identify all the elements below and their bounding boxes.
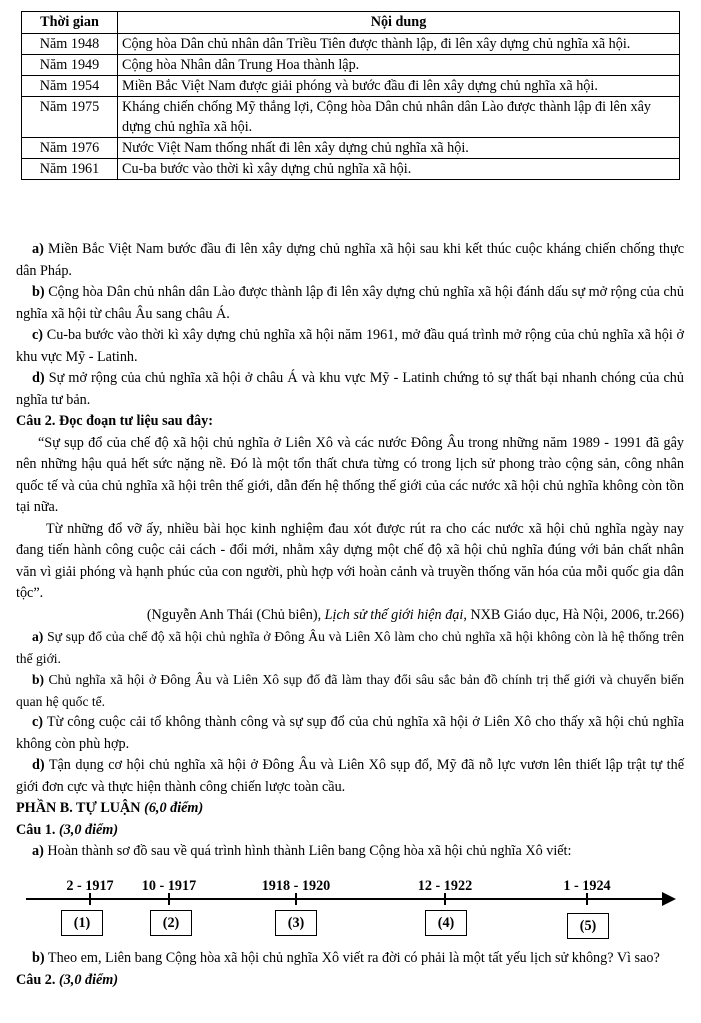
statement-a: a) Miền Bắc Việt Nam bước đầu đi lên xây dựng chủ nghĩa xã hội sau khi kết thúc cuộc kháng chiến chống thực dân Pháp. — [16, 241, 684, 279]
timeline-date: 1918 - 1920 — [261, 878, 331, 894]
part-b-question-1: Câu 1. (3,0 điểm) — [16, 821, 119, 838]
table-row — [22, 34, 680, 55]
statement-c: c) Cu-ba bước vào thời kì xây dựng chủ nghĩa xã hội năm 1961, mở đầu quá trình mở rộng của chủ nghĩa xã hội ở khu vực Mỹ - Latinh. — [16, 327, 684, 365]
statement-b: b) Cộng hòa Dân chủ nhân dân Lào được thành lập đi lên xây dựng chủ nghĩa xã hội đánh dấu sự mở rộng của chủ nghĩa xã hội từ châu Âu sang châu Á. — [16, 284, 684, 322]
part-b-question-2: Câu 2. (3,0 điểm) — [16, 971, 119, 988]
part-b-question-1b: b) Theo em, Liên bang Cộng hòa xã hội chủ nghĩa Xô viết ra đời có phải là một tất yếu lịch sử không? Vì sao? — [32, 950, 660, 966]
q2-statement-a: a) Sự sụp đổ của chế độ xã hội chủ nghĩa ở Đông Âu và Liên Xô làm cho chủ nghĩa xã hội không còn là hệ thống trên thế giới. — [16, 629, 684, 666]
row-year: Năm 1976 — [22, 138, 118, 159]
timeline-axis — [26, 898, 666, 900]
q2-statement-b: b) Chủ nghĩa xã hội ở Đông Âu và Liên Xô sụp đổ đã làm thay đổi sâu sắc bản đồ chính trị thế giới và chuyển biến quan hệ quốc tế. — [16, 672, 684, 709]
question-1-statements — [16, 239, 684, 863]
table-row — [22, 76, 680, 97]
part-b-heading: PHẦN B. TỰ LUẬN (6,0 điểm) — [16, 800, 204, 816]
table-row — [22, 159, 680, 180]
row-year: Năm 1949 — [22, 55, 118, 76]
row-content: Cộng hòa Dân chủ nhân dân Triều Tiên được thành lập, đi lên xây dựng chủ nghĩa xã hội. — [118, 34, 680, 55]
row-year: Năm 1975 — [22, 97, 118, 138]
q2-statement-c: c) Từ công cuộc cải tổ không thành công và sự sụp đổ của chủ nghĩa xã hội ở Liên Xô cho thấy xã hội chủ nghĩa không còn phù hợp. — [16, 714, 684, 752]
part-b-question-1a: a) Hoàn thành sơ đồ sau về quá trình hình thành Liên bang Cộng hòa xã hội chủ nghĩa Xô viết: — [32, 843, 572, 859]
row-content: Kháng chiến chống Mỹ thắng lợi, Cộng hòa Dân chủ nhân dân Lào được thành lập đi lên xây dựng chủ nghĩa xã hội. — [118, 97, 680, 138]
timeline-date: 1 - 1924 — [563, 878, 611, 894]
timeline-blank-box: (1) — [61, 910, 103, 936]
row-year: Năm 1954 — [22, 76, 118, 97]
source-title: Lịch sử thế giới hiện đại — [324, 606, 464, 623]
timeline-blank-box: (3) — [275, 910, 317, 936]
header-time: Thời gian — [22, 12, 118, 34]
quote-source: (Nguyễn Anh Thái (Chủ biên), Lịch sử thế giới hiện đại, NXB Giáo dục, Hà Nội, 2006, tr.266) — [146, 606, 684, 623]
quote-paragraph-2: Từ những đổ vỡ ấy, nhiều bài học kinh nghiệm đau xót được rút ra cho các nước xã hội chủ nghĩa ngày nay đang tiến hành công cuộc cải cách - đổi mới, nhằm xây dựng một chế độ xã hội chủ nghĩa đúng với bản chất nhân văn vì giải phóng và hạnh phúc của con người, phù hợp với hoàn cảnh và truyền thống văn hóa của mỗi quốc gia dân tộc”. — [16, 520, 684, 601]
row-content: Cu-ba bước vào thời kì xây dựng chủ nghĩa xã hội. — [118, 159, 680, 180]
header-content: Nội dung — [118, 12, 680, 34]
timeline-date: 2 - 1917 — [66, 878, 114, 894]
row-year: Năm 1961 — [22, 159, 118, 180]
quote-paragraph-1: “Sự sụp đổ của chế độ xã hội chủ nghĩa ở Liên Xô và các nước Đông Âu trong những năm 1989 - 1991 đã gây nên những hậu quả hết sức nặng nề. Đó là một tổn thất chưa từng có trong lịch sử phong trào cộng sản, công nhân quốc tế và của chủ nghĩa xã hội trên thế giới, dẫn đến hệ thống thế giới của các nước xã hội chủ nghĩa không còn tồn tại nữa. — [16, 434, 684, 515]
table-header-row — [22, 12, 680, 34]
statement-d: d) Sự mở rộng của chủ nghĩa xã hội ở châu Á và khu vực Mỹ - Latinh chứng tỏ sự thất bại nhanh chóng của chủ nghĩa tư bản. — [16, 370, 684, 408]
q2-statement-d: d) Tận dụng cơ hội chủ nghĩa xã hội ở Đông Âu và Liên Xô sụp đổ, Mỹ đã nỗ lực vươn lên thiết lập trật tự thế giới đơn cực và thực hiện thành công chiến lược toàn cầu. — [16, 757, 684, 795]
timeline-arrowhead — [662, 892, 676, 906]
timeline-table — [21, 11, 680, 180]
row-content: Miền Bắc Việt Nam được giải phóng và bước đầu đi lên xây dựng chủ nghĩa xã hội. — [118, 76, 680, 97]
row-content: Nước Việt Nam thống nhất đi lên xây dựng chủ nghĩa xã hội. — [118, 138, 680, 159]
timeline-date: 12 - 1922 — [417, 878, 473, 894]
timeline-blank-box: (5) — [567, 913, 609, 939]
table-row — [22, 138, 680, 159]
part-b-continued — [16, 948, 684, 991]
row-year: Năm 1948 — [22, 34, 118, 55]
table-row — [22, 55, 680, 76]
question-2-heading: Câu 2. Đọc đoạn tư liệu sau đây: — [16, 413, 213, 429]
table-row — [22, 97, 680, 138]
timeline-date: 10 - 1917 — [141, 878, 197, 894]
timeline-blank-box: (4) — [425, 910, 467, 936]
timeline-blank-box: (2) — [150, 910, 192, 936]
ussr-formation-timeline — [16, 880, 684, 952]
row-content: Cộng hòa Nhân dân Trung Hoa thành lập. — [118, 55, 680, 76]
